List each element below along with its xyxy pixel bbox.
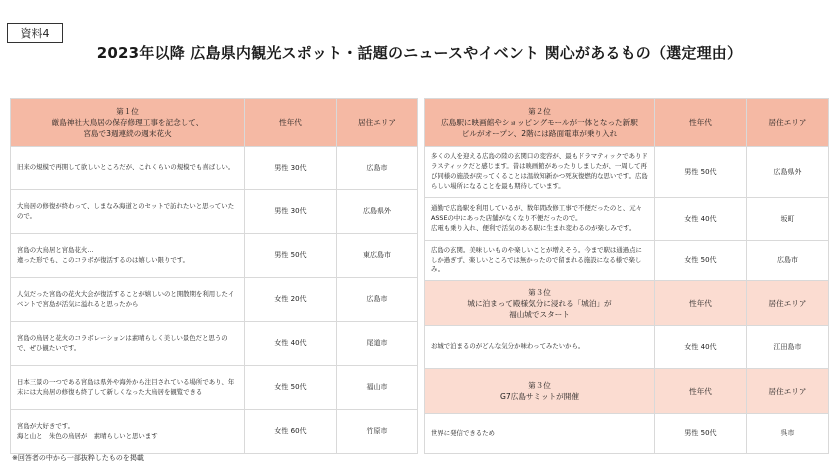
table-row <box>11 322 418 366</box>
table-row <box>425 198 829 241</box>
page-title: 2023年以降 広島県内観光スポット・話題のニュースやイベント 関心があるもの（選定理由） <box>96 44 743 62</box>
table-header-row <box>425 369 829 414</box>
table-row <box>11 410 418 454</box>
comment-cell: 多くの人を迎える広島の陸の玄関口の変容が、最もドラマティックでありドラスティックだと感じます。昔は映画館があったりしましたが、一周して再び同様の施設が戻ってくることは温故知新かつ死灰復燃的な思いです。広島らしい場所になることを最も期待しています。 <box>425 147 655 198</box>
table-row <box>11 234 418 278</box>
area-cell: 広島市 <box>747 241 829 281</box>
topic-header <box>425 369 655 414</box>
rank-label: 第１位 <box>116 107 139 116</box>
table-row <box>11 278 418 322</box>
age-cell: 男性 30代 <box>245 190 337 234</box>
table-header-row <box>425 281 829 326</box>
topic-header <box>425 99 655 147</box>
area-header: 居住エリア <box>747 369 829 414</box>
topic-header <box>11 99 245 147</box>
topic-line: 宮島で3週連続の週末花火 <box>83 129 172 138</box>
table-row <box>11 366 418 410</box>
area-header: 居住エリア <box>747 281 829 326</box>
table-row <box>425 326 829 369</box>
age-header: 性年代 <box>655 99 747 147</box>
age-cell: 女性 20代 <box>245 278 337 322</box>
comment-cell: 大鳥居の修復が終わって、しまなみ海道とのセットで訪れたいと思っていたので。 <box>11 190 245 234</box>
age-cell: 女性 50代 <box>245 366 337 410</box>
age-cell: 女性 50代 <box>655 241 747 281</box>
age-header: 性年代 <box>655 281 747 326</box>
table-row <box>11 147 418 190</box>
age-header: 性年代 <box>655 369 747 414</box>
comment-cell: 世界に発信できるため <box>425 414 655 454</box>
right-ranking-table <box>424 98 829 454</box>
area-header: 居住エリア <box>337 99 418 147</box>
table-row <box>425 241 829 281</box>
rank-label: 第３位 <box>528 381 551 390</box>
table-row <box>11 190 418 234</box>
area-cell: 広島県外 <box>337 190 418 234</box>
topic-line: 広島駅に映画館やショッピングモールが一体となった新駅 <box>441 118 638 127</box>
document-tag: 資料4 <box>7 23 63 43</box>
topic-line: 城に泊まって殿様気分に浸れる「城泊」が <box>467 298 612 308</box>
age-header: 性年代 <box>245 99 337 147</box>
rank-label: 第２位 <box>528 107 551 116</box>
table-row <box>425 147 829 198</box>
area-cell: 竹原市 <box>337 410 418 454</box>
area-cell: 広島市 <box>337 147 418 190</box>
table-row <box>425 414 829 454</box>
age-cell: 女性 60代 <box>245 410 337 454</box>
age-cell: 女性 40代 <box>655 198 747 241</box>
comment-cell: お城で泊まるのがどんな気分か味わってみたいから。 <box>425 326 655 369</box>
area-cell: 尾道市 <box>337 322 418 366</box>
comment-cell: 宮島の大鳥居と宮島花火… 違った形でも、このコラボが復活するのは嬉しい限りです。 <box>11 234 245 278</box>
table-header-row <box>11 99 418 147</box>
comment-cell: 通勤で広島駅を利用しているが、数年間改修工事で不便だったのと、元々ASSEの中にあった店舗がなくなり不便だったので。 広電も乗り入れ、便利で活気のある駅に生まれ変わるのが楽しみです。 <box>425 198 655 241</box>
topic-line: 福山城でスタート <box>509 309 570 319</box>
table-header-row <box>425 99 829 147</box>
area-cell: 広島市 <box>337 278 418 322</box>
age-cell: 男性 50代 <box>655 147 747 198</box>
comment-cell: 日本三景の一つである宮島は県外や海外から注目されている場所であり、年末には大鳥居の修復も終了して新しくなった大鳥居を観覧できる <box>11 366 245 410</box>
area-cell: 呉市 <box>747 414 829 454</box>
comment-cell: 宮島が大好きです。 海と山と 朱色の鳥居が 素晴らしいと思います <box>11 410 245 454</box>
age-cell: 女性 40代 <box>655 326 747 369</box>
age-cell: 男性 30代 <box>245 147 337 190</box>
left-ranking-table <box>10 98 418 454</box>
area-cell: 坂町 <box>747 198 829 241</box>
comment-cell: 人気だった宮島の花火大会が復活することが嬉しいのと開散期を利用したイベントで宮島が活気に溢れると思ったから <box>11 278 245 322</box>
area-header: 居住エリア <box>747 99 829 147</box>
age-cell: 男性 50代 <box>245 234 337 278</box>
area-cell: 東広島市 <box>337 234 418 278</box>
area-cell: 広島県外 <box>747 147 829 198</box>
comment-cell: 旧来の規模で再開して欲しいところだが、これくらいの規模でも喜ばしい。 <box>11 147 245 190</box>
rank-label: 第３位 <box>528 287 551 297</box>
topic-line: 厳島神社大鳥居の保存修理工事を記念して、 <box>51 118 204 127</box>
topic-header <box>425 281 655 326</box>
comment-cell: 宮島の鳥居と花火のコラボレーションは素晴らしく美しい景色だと思うので、ぜひ観たいです。 <box>11 322 245 366</box>
topic-line: G7広島サミットが開催 <box>500 392 579 401</box>
comment-cell: 広島の玄関。美味しいものや楽しいことが増えそう。今まで駅は通過点にしか過ぎず、楽しいところでは無かったので留まれる施設になる様で楽しみ。 <box>425 241 655 281</box>
area-cell: 福山市 <box>337 366 418 410</box>
footnote: ※回答者の中から一部抜粋したものを掲載 <box>12 454 144 462</box>
age-cell: 男性 50代 <box>655 414 747 454</box>
age-cell: 女性 40代 <box>245 322 337 366</box>
area-cell: 江田島市 <box>747 326 829 369</box>
topic-line: ビルがオープン、2階には路面電車が乗り入れ <box>461 129 618 138</box>
